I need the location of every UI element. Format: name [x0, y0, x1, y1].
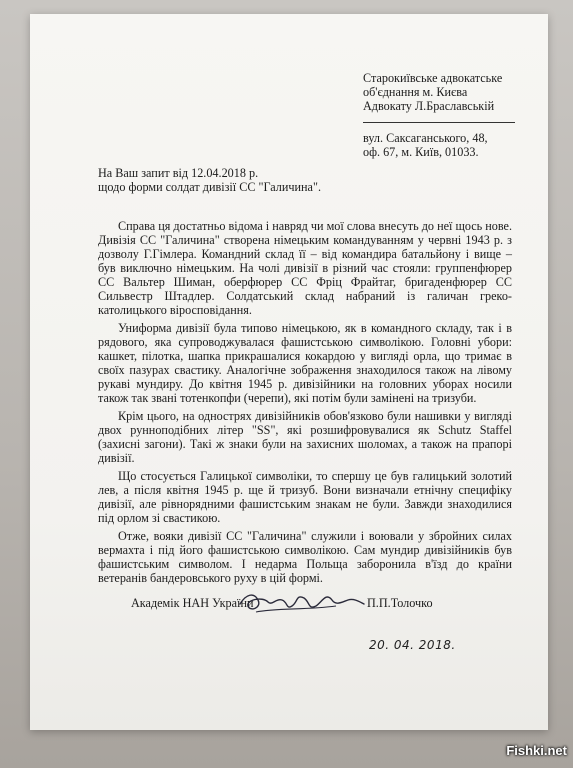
reference-line: На Ваш запит від 12.04.2018 р.	[98, 166, 259, 180]
body-paragraph: Отже, вояки дивізії СС "Галичина" служили і воювали у збройних силах вермахта і під його фашистською символікою. Сам мундир дивізійників був фашистським символом. І недарма Польща заборонила в'їзд до країни ветеранів бандеровського руху в цій формі.	[98, 529, 512, 585]
body-paragraph: Що стосується Галицької символіки, то спершу це був галицький золотий лев, а після квітня 1945 р. ще й тризуб. Вони визначали етнічну специфіку дивізії, але рівнорядними фашистським знакам не були. Завжди знаходилися під орлом зі свастикою.	[98, 469, 512, 525]
address-line: оф. 67, м. Київ, 01033.	[363, 145, 479, 159]
address-line: вул. Саксаганського, 48,	[363, 131, 488, 145]
signer-name: П.П.Толочко	[367, 596, 433, 610]
body-paragraph: Униформа дивізії була типово німецькою, як в командного складу, так і в рядового, яка супроводжувалася фашистською символікою. Головні убори: кашкет, пілотка, шапка прикрашалися кокардою у вигляді орла, що тримає в своїх пазурах свастику. Аналогічне зображення знаходилося також на лівому рукаві мундиру. До квітня 1945 р. дивізійники на головних уборах носили також так звані тотенкопфи (черепи), які потім були замінені на тризуби.	[98, 321, 512, 405]
addressee-line: Адвокату Л.Браславській	[363, 99, 495, 113]
letter-body	[98, 219, 512, 589]
addressee-block	[363, 71, 568, 159]
signature-date: 20. 04. 2018.	[369, 638, 456, 652]
reference-block	[98, 166, 321, 194]
reference-line: щодо форми солдат дивізії СС "Галичина".	[98, 180, 321, 194]
addressee-line: Старокиївське адвокатське	[363, 71, 503, 85]
address-divider	[363, 122, 515, 123]
signer-title: Академік НАН України	[131, 596, 254, 610]
body-paragraph: Справа ця достатньо відома і навряд чи мої слова внесуть до неї щось нове. Дивізія СС "Галичина" створена німецьким командуванням у червні 1943 р. з дозволу Г.Гімлера. Командний склад її – від командира батальйону і вище – був виключно німецьким. На чолі дивізії в різний час стояли: группенфюрер СС Вальтер Шиман, оберфюрер СС Фріц Фрайтаг, бригаденфюрер СС Сильвестр Штадлер. Солдатський склад набраний із галичан греко-католицького віросповідання.	[98, 219, 512, 317]
watermark-logo: Fishki.net	[506, 743, 567, 758]
body-paragraph: Крім цього, на однострях дивізійників обов'язково були нашивки у вигляді двох рунноподібних літер "SS", які розшифровувалися як Schutz Staffel (захисні загони). Такі ж знаки були на захисних шоломах, а також на прапорі дивізії.	[98, 409, 512, 465]
addressee-line: об'єднання м. Києва	[363, 85, 468, 99]
handwritten-signature	[236, 582, 366, 622]
